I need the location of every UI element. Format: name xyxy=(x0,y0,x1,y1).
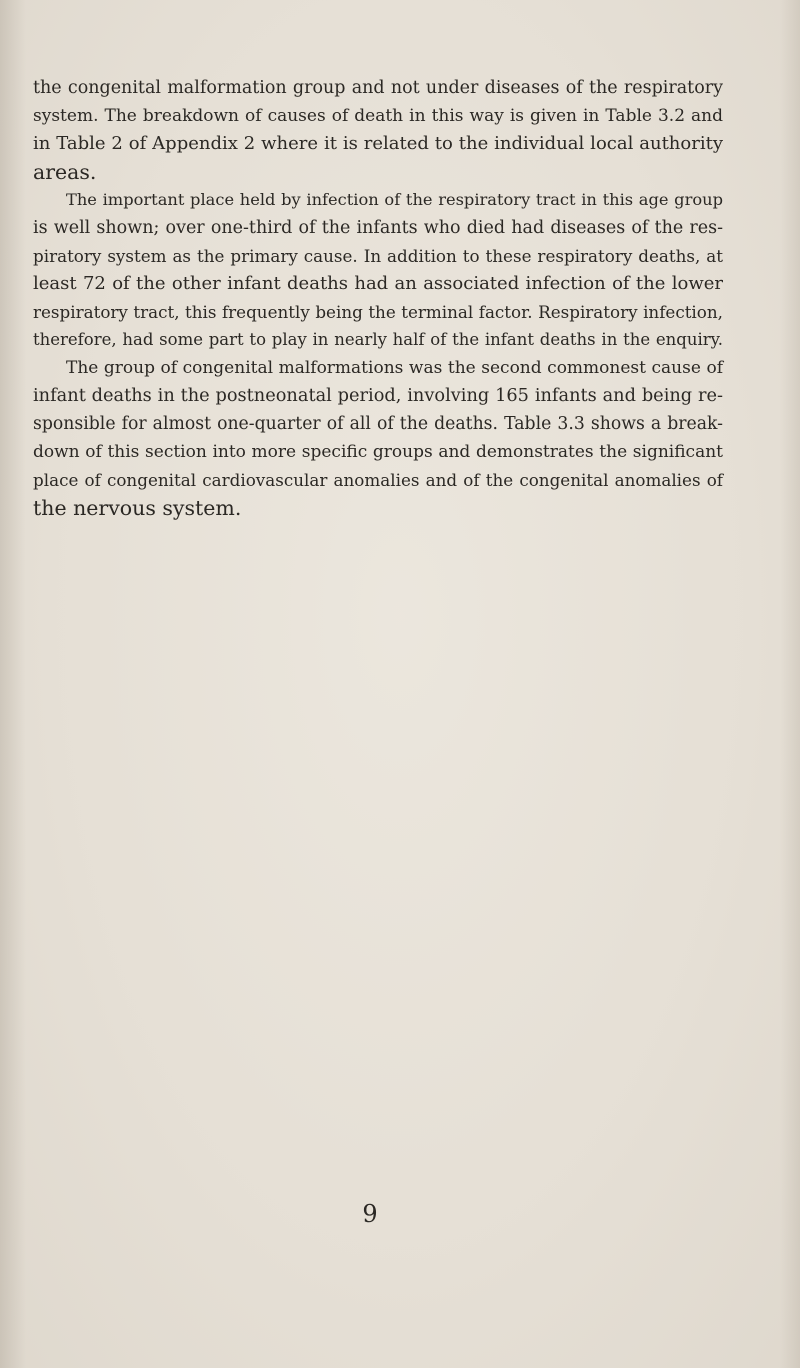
text-line: respiratory tract, this frequently being the terminal factor. Respiratory infection, xyxy=(33,302,723,322)
text-line: least 72 of the other infant deaths had an associated infection of the lower xyxy=(33,273,723,294)
text-line: is well shown; over one-third of the infants who died had diseases of the res- xyxy=(33,218,723,238)
text-line: therefore, had some part to play in nearly half of the infant deaths in the enquiry. xyxy=(33,330,723,349)
paragraph-1 xyxy=(33,74,723,186)
paragraph-2 xyxy=(33,186,723,354)
text-line: infant deaths in the postneonatal period, involving 165 infants and being re- xyxy=(33,386,723,406)
body-text xyxy=(33,74,723,522)
text-line: the congenital malformation group and not under diseases of the respiratory xyxy=(33,78,723,98)
text-line: down of this section into more specific groups and demonstrates the significant xyxy=(33,442,723,462)
text-line: The important place held by infection of the respiratory tract in this age group xyxy=(66,190,723,209)
paragraph-3 xyxy=(33,354,723,522)
page-edge-shadow-left xyxy=(0,0,26,1368)
page-number: 9 xyxy=(362,1200,378,1228)
text-line: the nervous system. xyxy=(33,496,242,520)
page-edge-shadow-right xyxy=(780,0,800,1368)
text-line: system. The breakdown of causes of death in this way is given in Table 3.2 and xyxy=(33,106,723,126)
text-line: place of congenital cardiovascular anomalies and of the congenital anomalies of xyxy=(33,470,723,490)
text-line: sponsible for almost one-quarter of all of the deaths. Table 3.3 shows a break- xyxy=(33,414,723,434)
text-line: piratory system as the primary cause. In addition to these respiratory deaths, at xyxy=(33,246,723,266)
text-line: areas. xyxy=(33,160,97,184)
text-line: The group of congenital malformations was the second commonest cause of xyxy=(66,358,723,378)
text-line: in Table 2 of Appendix 2 where it is related to the individual local authority xyxy=(33,133,723,154)
